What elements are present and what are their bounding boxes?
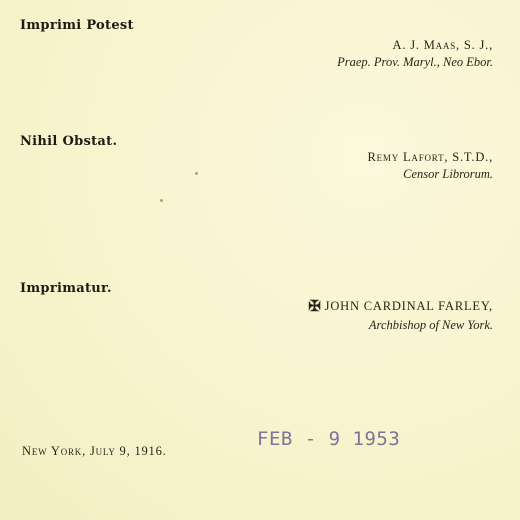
approver-title: Censor Librorum. (403, 167, 493, 181)
heading-nihil-obstat: Nihil Obstat. (20, 134, 118, 149)
approver-title: Praep. Prov. Maryl., Neo Ebor. (337, 55, 493, 69)
approval-block-lafort (368, 150, 494, 182)
cross-icon: ✠ (308, 299, 322, 315)
paper-speck (195, 172, 198, 175)
approval-block-farley (308, 297, 493, 333)
approver-name: A. J. Maas, S. J., (392, 38, 493, 52)
approver-name: Remy Lafort, S.T.D., (367, 150, 493, 164)
paper-speck (160, 199, 163, 202)
approver-name (308, 297, 493, 316)
approver-title: Archbishop of New York. (368, 318, 493, 332)
approval-block-maas (337, 38, 493, 70)
heading-imprimatur: Imprimatur. (20, 281, 112, 296)
heading-imprimi-potest: Imprimi Potest (20, 18, 134, 33)
dateline: New York, July 9, 1916. (22, 444, 167, 458)
approver-name-text: JOHN CARDINAL FARLEY, (324, 299, 493, 313)
date-stamp: FEB - 9 1953 (257, 428, 401, 450)
